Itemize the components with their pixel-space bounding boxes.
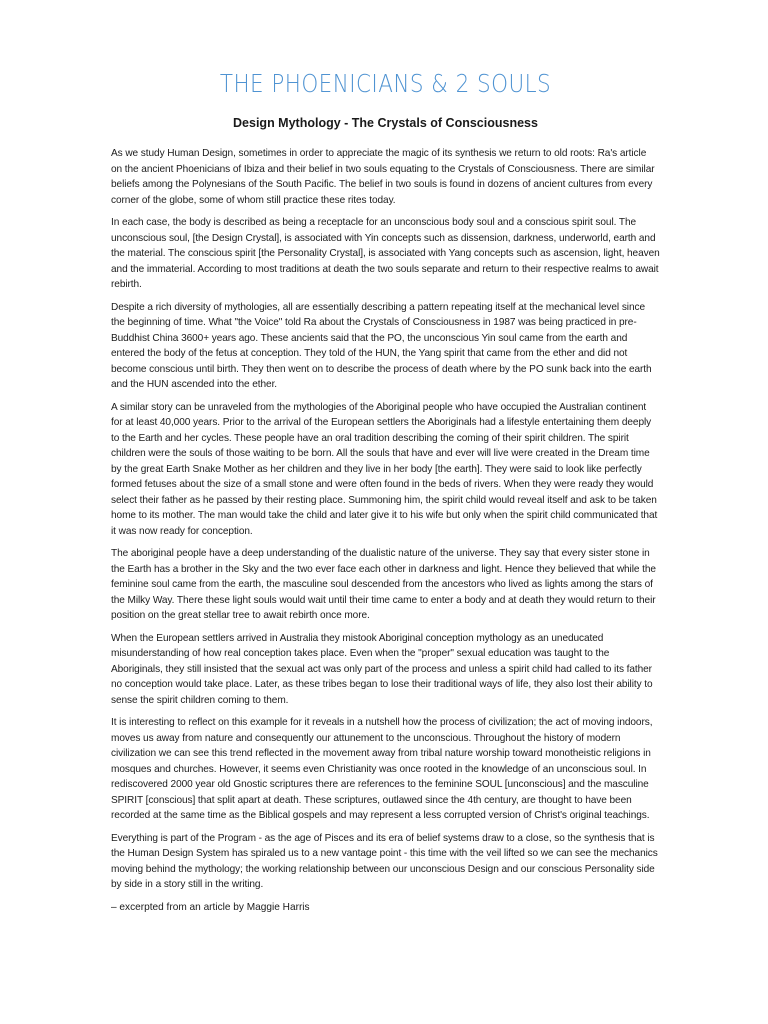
author-credit: – excerpted from an article by Maggie Harris [111, 901, 310, 913]
paragraph-settlers: When the European settlers arrived in Australia they mistook Aboriginal conception mythology as an uneducated misunderstanding of how real conception takes place. Even when the "proper" sexual education was taught to the Aboriginals, they still insisted that the sexual act was only part of the process and unless a spirit child had called to its father no conception would take place. Later, as these tribes began to lose their traditional ways of life, they also lost their ability to sense the spirit children coming to them. [111, 632, 653, 706]
paragraph-program: Everything is part of the Program - as the age of Pisces and its era of belief systems draw to a close, so the synthesis that is the Human Design System has spiraled us to a new vantage point - this time with the veil lifted so we can see the mechanics moving behind the mythology; the working relationship between our unconscious Design and our conscious Personality side by side in a story still in the writing. [111, 832, 658, 890]
page-title: THE PHOENICIANS & 2 SOULS [219, 69, 552, 98]
paragraph-china: Despite a rich diversity of mythologies, all are essentially describing a pattern repeating itself at the mechanical level since the beginning of time. What "the Voice" told Ra about the Crystals of Consciousness in 1987 was being practiced in pre-Buddhist China 3600+ years ago. These ancients said that the PO, the unconscious Yin soul came from the earth and entered the body of the fetus at conception. They told of the HUN, the Yang spirit that came from the ether and did not become conscious until birth. They then went on to describe the process of death where by the PO sunk back into the earth and the HUN ascended into the ether. [111, 301, 652, 390]
paragraph-dualistic: The aboriginal people have a deep understanding of the dualistic nature of the universe. They say that every sister stone in the Earth has a brother in the Sky and the two ever face each other in darkness and light. Hence they believed that while the feminine soul came from the earth, the masculine soul descended from the ancestors who lived as lights among the stars of the Milky Way. There these light souls would wait until their time came to enter a body and at death they would return to their position on the great stellar tree to await rebirth once more. [111, 548, 656, 621]
paragraph-aboriginal: A similar story can be unraveled from the mythologies of the Aboriginal people who have occupied the Australian continent for at least 40,000 years. Prior to the arrival of the European settlers the Aboriginals had a lifestyle entertaining them deeply to the Earth and her cycles. These people have an oral tradition describing the coming of their spirit children. The spirit children were the souls of those waiting to be born. All the souls that have and ever will live were created in the Dream time by the great Earth Snake Mother as her children and they live in her body [the earth]. They were said to look like perfectly formed fetuses about the size of a small stone and were often found in the beds of rivers. When they were ready they would select their father as he passed by their resting place. Summoning him, the spirit child would reveal itself and ask to be taken home to its mother. The man would take the child and later give it to his wife but only when the spirit child communicated that it was now ready for conception. [111, 401, 658, 537]
article-subtitle: Design Mythology - The Crystals of Consciousness [233, 116, 538, 130]
paragraph-civilization: It is interesting to reflect on this example for it reveals in a nutshell how the process of civilization; the act of moving indoors, moves us away from nature and consequently our attunement to the unconscious. Throughout the history of modern civilization we can see this trend reflected in the movement away from tribal nature worship toward monotheistic religions in mosques and churches. However, it seems even Christianity was once rooted in the knowledge of an unconscious soul. In rediscovered 2000 year old Gnostic scriptures there are references to the feminine SOUL [unconscious] and the masculine SPIRIT [conscious] that split apart at death. These scriptures, outlawed since the 4th century, are thought to have been recorded at the same time as the Biblical gospels and may represent a less corrupted version of Christ's original teachings. [111, 717, 653, 821]
paragraph-intro: As we study Human Design, sometimes in order to appreciate the magic of its synthesis we return to old roots: Ra's article on the ancient Phoenicians of Ibiza and their belief in two souls equating to the Crystals of Consciousness. There are similar beliefs among the Polynesians of the South Pacific. The belief in two souls is found in dozens of ancient cultures from every corner of the globe, some of whom still practice these rites today. [111, 148, 655, 206]
paragraph-two-souls: In each case, the body is described as being a receptacle for an unconscious body soul and a conscious spirit soul. The unconscious soul, [the Design Crystal], is associated with Yin concepts such as dissension, darkness, underworld, earth and the material. The conscious spirit [the Personality Crystal], is associated with Yang concepts such as ascension, light, heaven and the immaterial. According to most traditions at death the two souls separate and return to their respective realms to await rebirth. [111, 217, 660, 290]
